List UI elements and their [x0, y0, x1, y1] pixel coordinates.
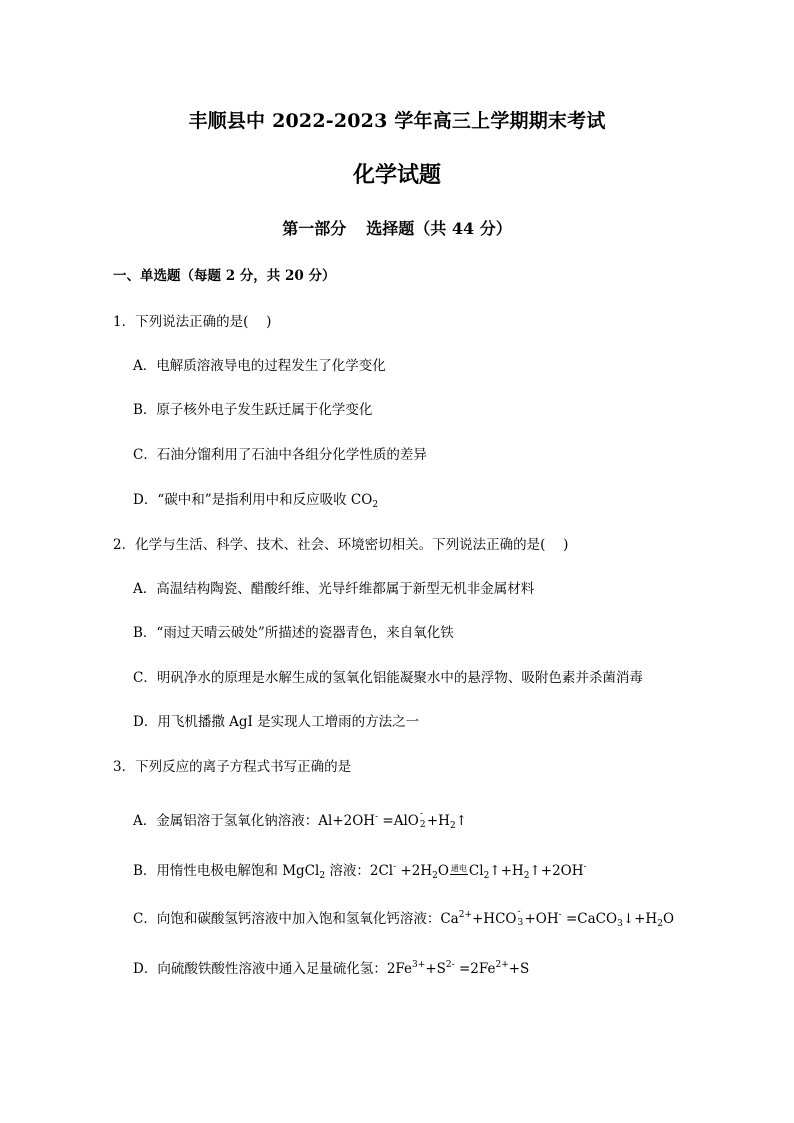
- subscript: 2: [319, 871, 326, 881]
- question-2-option-c: C．明矾净水的原理是水解生成的氢氧化铝能凝聚水中的悬浮物、吸附色素并杀菌消毒: [133, 670, 643, 686]
- eq-text: +S: [508, 961, 530, 977]
- question-3-option-b: [133, 857, 587, 886]
- eq-text: +OH: [524, 911, 559, 927]
- subscript: 2: [449, 821, 456, 831]
- stack-sup: -: [419, 809, 423, 819]
- stack-sup: -: [517, 907, 521, 917]
- question-1-stem: 1．下列说法正确的是( ): [113, 314, 272, 330]
- eq-text: =AlO: [378, 813, 419, 829]
- eq-text: ↓+H: [622, 911, 658, 927]
- part-title: [0, 216, 794, 239]
- superscript: 2+: [458, 910, 472, 920]
- eq-text: +2H: [396, 863, 433, 879]
- stack-sub: 3: [517, 918, 524, 928]
- eq-text: ↑+2OH: [529, 863, 584, 879]
- subscript: 2: [523, 871, 530, 881]
- stack-sub: 2: [419, 820, 426, 830]
- school-exam-title: 丰顺县中 2022-2023 学年高三上学期期末考试: [188, 110, 606, 132]
- eq-text: +S: [425, 961, 446, 977]
- eq-text: 溶液：2Cl: [325, 863, 394, 879]
- charge-stack: [419, 809, 427, 830]
- eq-text: +H: [426, 813, 450, 829]
- eq-text: =CaCO: [561, 911, 618, 927]
- subscript: 2: [483, 871, 490, 881]
- eq-text: O: [662, 911, 675, 927]
- question-3-stem: 3．下列反应的离子方程式书写正确的是: [113, 759, 352, 775]
- question-1-option-d: [133, 490, 378, 515]
- question-2-option-a: A．高温结构陶瓷、醋酸纤维、光导纤维都属于新型无机非金属材料: [133, 581, 535, 597]
- superscript: -: [393, 862, 397, 872]
- superscript: -: [375, 812, 379, 822]
- subscript: 2: [372, 500, 379, 510]
- superscript: 2-: [445, 960, 455, 970]
- eq-text: D．向硫酸铁酸性溶液中通入足量硫化氢：2Fe: [133, 961, 413, 977]
- superscript: -: [558, 910, 562, 920]
- question-3-option-a: [133, 807, 467, 836]
- superscript: -: [583, 862, 587, 872]
- question-2-option-d: D．用飞机播撒 AgI 是实现人工增雨的方法之一: [133, 714, 420, 730]
- question-1-option-c: C．石油分馏利用了石油中各组分化学性质的差异: [133, 447, 427, 463]
- question-1-option-b: B．原子核外电子发生跃迁属于化学变化: [133, 402, 373, 418]
- subscript: 2: [432, 871, 438, 881]
- question-3-option-c: [133, 905, 674, 934]
- charge-stack: [516, 907, 524, 928]
- eq-text: O: [437, 863, 449, 879]
- eq-text: Cl: [468, 863, 484, 879]
- subscript: 2: [657, 919, 663, 929]
- part-title-label: 第一部分: [282, 219, 347, 238]
- eq-text: =2Fe: [454, 961, 496, 977]
- question-3-option-d: [133, 955, 529, 979]
- section-heading: 一、单选题（每题 2 分，共 20 分）: [113, 268, 336, 284]
- superscript: 3+: [412, 960, 426, 970]
- question-2-option-b: B．“雨过天晴云破处”所描述的瓷器青色，来自氧化铁: [133, 625, 454, 641]
- reaction-condition: 通电: [450, 864, 467, 873]
- eq-text: A．金属铝溶于氢氧化钠溶液：Al+2OH: [133, 813, 376, 829]
- part-title-desc: 选择题（共 44 分）: [366, 219, 512, 238]
- eq-text: ↑+H: [489, 863, 524, 879]
- eq-text: B．用惰性电极电解饱和 MgCl: [133, 863, 320, 879]
- eq-text: +HCO: [472, 911, 517, 927]
- subscript: 3: [617, 919, 623, 929]
- eq-text: ↑: [455, 813, 467, 829]
- eq-text: C．向饱和碳酸氢钙溶液中加入饱和氢氧化钙溶液：Ca: [133, 911, 459, 927]
- question-1-option-a: A．电解质溶液导电的过程发生了化学变化: [133, 358, 386, 374]
- option-d-text: D．“碳中和”是指利用中和反应吸收 CO: [133, 492, 373, 508]
- superscript: 2+: [495, 960, 509, 970]
- question-2-stem: 2．化学与生活、科学、技术、社会、环境密切相关。下列说法正确的是( ): [113, 537, 569, 553]
- subject-title: 化学试题: [352, 162, 441, 188]
